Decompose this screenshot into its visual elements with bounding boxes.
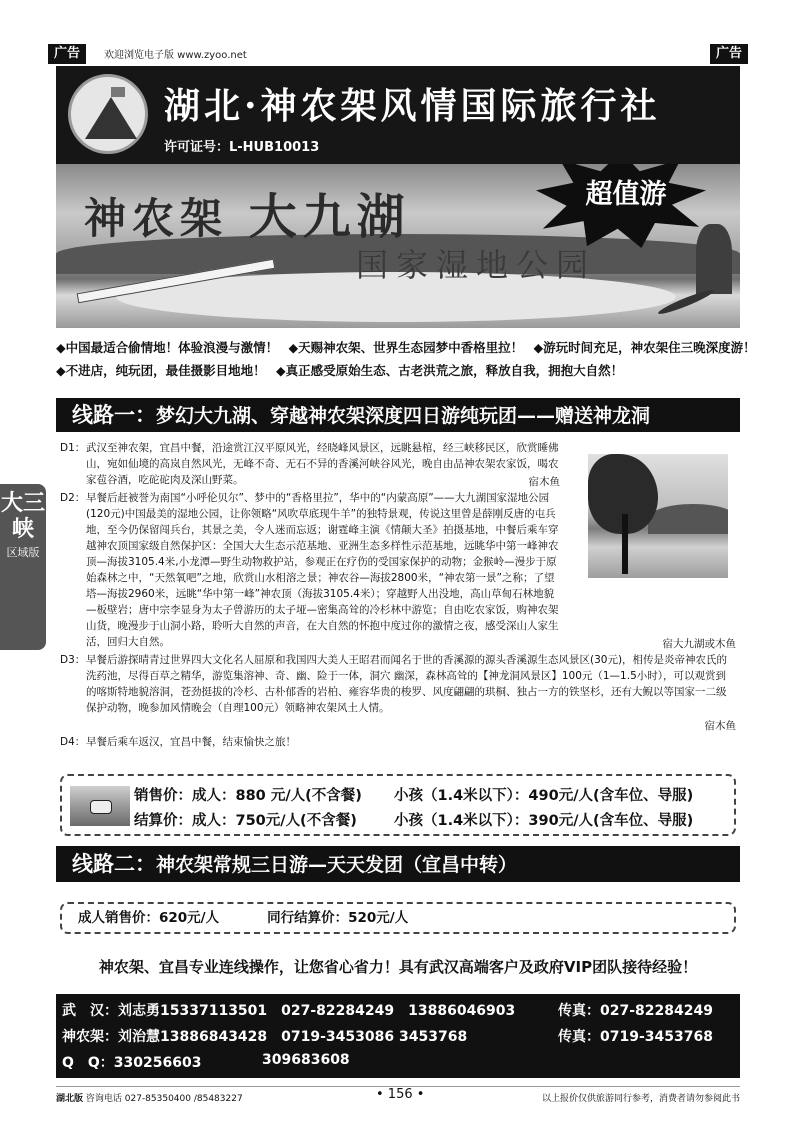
settle-price-child: 小孩（1.4米以下）：390元/人(含车位、导服)	[394, 813, 694, 829]
adult-sale-price: 成人销售价：620元/人	[78, 910, 220, 926]
feature-item: ◆中国最适合偷情地！体验浪漫与激情！	[56, 340, 279, 355]
page-footer	[56, 1086, 740, 1104]
footer-phone: 咨询电话 027-85350400 /85483227	[83, 1094, 243, 1104]
feature-row	[56, 336, 756, 359]
day-label: D4：	[60, 736, 86, 748]
logo-flag-icon	[111, 87, 125, 97]
top-url-text: 欢迎浏览电子版 www.zyoo.net	[104, 50, 247, 61]
license-number: 许可证号：L-HUB10013	[164, 140, 320, 155]
banner-title	[84, 178, 411, 247]
route-two-label: 线路二：	[72, 852, 156, 876]
contact-fax: 传真：027-82284249	[558, 1003, 713, 1019]
route-one-label: 线路一：	[72, 403, 156, 427]
agency-logo-icon	[68, 74, 148, 154]
sale-price-adult: 销售价：成人：880 元/人(不含餐)	[134, 788, 362, 804]
route-one-price-box	[60, 774, 736, 836]
route-two-bar	[56, 846, 740, 882]
contact-qq: Q Q：330256603	[62, 1055, 202, 1071]
day-text: 武汉至神农架，宜昌中餐，沿途赏江汉平原风光，经晓峰风景区，远眺悬棺，经三峡移民区，欣赏睡佛山，宛如仙境的高岚自然风光，无峰不奇、无石不异的香溪河峡谷风光，晚自由品神农架农家饭，喝农家苞谷酒，吃砣砣肉及深山野菜。	[86, 442, 559, 486]
cow-icon	[90, 800, 112, 814]
day-text: 早餐后游探晴青过世界四大文化名人屈原和我国四大美人王昭君而闻名于世的香溪源的源头香溪源生态风景区(30元)，相传是炎帝神农氏的洗药池，尽得百草之精华，游览集溶神、奇、幽、险于一体，洞穴 幽深，森林高耸的【神龙洞风景区】100元（1—1.5小时），可以观赏到的喀斯特地貌溶洞，苍劲挺拔的冷杉、古朴郁香的岩柏、雍容华贵的梭罗、风度翩翩的珙桐、独占一方的铁坚杉，还有大鲵以等国家一二级保护动物，晚参加风情晚会（自理100元）领略神农架风土人情。	[86, 654, 728, 714]
day-hotel: 宿木鱼	[704, 720, 736, 732]
top-bar	[48, 44, 748, 66]
day-label: D3：	[60, 654, 86, 666]
banner-tree	[696, 224, 732, 294]
contact-row-qq	[62, 1052, 350, 1072]
logo-mountain-icon	[85, 97, 137, 139]
ad-tag-right: 广告	[710, 44, 748, 64]
day-label: D2：	[60, 492, 86, 504]
agency-header	[56, 66, 740, 164]
contact-block	[56, 994, 740, 1078]
footer-left	[56, 1091, 243, 1104]
itinerary-day	[60, 440, 560, 488]
route-two-price-box	[60, 902, 736, 934]
value-tour-badge: 超值游	[585, 179, 667, 210]
footer-disclaimer: 以上报价仅供旅游同行参考，消费者请勿参阅此书	[541, 1094, 740, 1104]
feature-list	[56, 336, 756, 382]
day-hotel: 宿木鱼	[528, 476, 560, 488]
itinerary	[60, 440, 736, 752]
peer-settle-price: 同行结算价：520元/人	[267, 910, 409, 926]
feature-item: ◆游玩时间充足，神农架住三晚深度游！	[533, 340, 756, 355]
day-hotel: 宿大九湖或木鱼	[662, 638, 736, 650]
footer-edition: 湖北版	[56, 1094, 84, 1104]
settle-price-adult: 结算价：成人：750元/人(不含餐)	[134, 813, 357, 829]
feature-item: ◆天赐神农架、世界生态园梦中香格里拉！	[288, 340, 524, 355]
sale-price-line	[134, 784, 694, 805]
itinerary-day	[60, 652, 736, 716]
day-text: 早餐后赶被誉为南国“小呼伦贝尔”、梦中的“香格里拉”，华中的“内蒙高原”——大九湖国家湿地公园(120元)中国最美的湿地公园，让你领略“风吹草底现牛羊”的独特景观，传说这里曾是薛刚反唐的屯兵地，至今仍保留闯兵台，其景之美，令人迷而忘返；谢霆峰主演《情颠大圣》拍摄基地，中餐后乘车穿越神农顶国家级自然保护区：全国大大生态示范基地、亚洲生态多样性示范基地，远眺华中第一峰神农顶—海拔3105.4米,小龙潭—野生动物救护站，参观正在疗伤的受国家保护的动物；金猴岭—漫步于原始森林之中，“天然氧吧”之地，欣赏山水相溶之景；神农谷—海拔2800米，“神农第一景”之称；了望塔—海拔2960米，远眺“华中第一峰”神农顶（海拔3105.4米）；穿越野人出没地，高山草甸石林地貌—板壁岩；唐中宗李显身为太子曾游历的太子垭—密集高耸的冷杉林中游览；自由吃农家饭，购神农架山货，晚漫步于山洞小路，聆听大自然的声音，在大自然的怀抱中度过你的激情之夜，感受深山人家生活，回归大自然。	[86, 492, 559, 648]
route-one-title: 梦幻大九湖、穿越神农架深度四日游纯玩团——赠送神龙洞	[156, 405, 651, 427]
region-tab-sub: 区域版	[6, 546, 40, 559]
feature-item: ◆不进店，纯玩团，最佳摄影目地地！	[56, 363, 266, 378]
region-tab-main: 大三峡	[0, 490, 45, 542]
itinerary-day	[60, 490, 560, 650]
feature-row	[56, 359, 740, 382]
settle-price-line	[134, 809, 694, 830]
contact-row-shennongjia	[62, 1026, 713, 1046]
agency-name: 湖北·神农架风情国际旅行社	[164, 85, 661, 127]
route-two-title: 神农架常规三日游—天天发团（宜昌中转）	[156, 854, 518, 876]
banner-title-b: 大九湖	[248, 189, 411, 245]
feature-item: ◆真正感受原始生态、古老洪荒之旅，释放自我，拥抱大自然！	[275, 363, 624, 378]
slogan: 神农架、宜昌专业连线操作，让您省心省力！具有武汉高端客户及政府VIP团队接待经验！	[98, 958, 698, 976]
ad-tag-left: 广告	[48, 44, 86, 64]
banner-title-a: 神农架	[84, 194, 229, 243]
contact-fax: 传真：0719-3453768	[558, 1029, 713, 1045]
day-text: 早餐后乘车返汉，宜昌中餐，结束愉快之旅！	[86, 736, 296, 748]
contact-main: 神农架：刘治慧13886843428 0719-3453086 3453768	[62, 1029, 468, 1045]
sale-price-child: 小孩（1.4米以下）：490元/人(含车位、导服)	[394, 788, 694, 804]
contact-row-wuhan	[62, 1000, 713, 1020]
contact-qq-2: 309683608	[262, 1052, 350, 1068]
contact-main: 武 汉：刘志勇15337113501 027-82284249 13886046903	[62, 1003, 516, 1019]
banner-subtitle: 国家湿地公园	[356, 246, 597, 284]
day-label: D1：	[60, 442, 86, 454]
lake-banner	[56, 164, 740, 328]
region-side-tab	[0, 484, 46, 650]
page-number: • 156 •	[376, 1087, 425, 1102]
cattle-photo	[70, 786, 130, 826]
itinerary-day	[60, 734, 736, 750]
route-one-bar	[56, 398, 740, 432]
